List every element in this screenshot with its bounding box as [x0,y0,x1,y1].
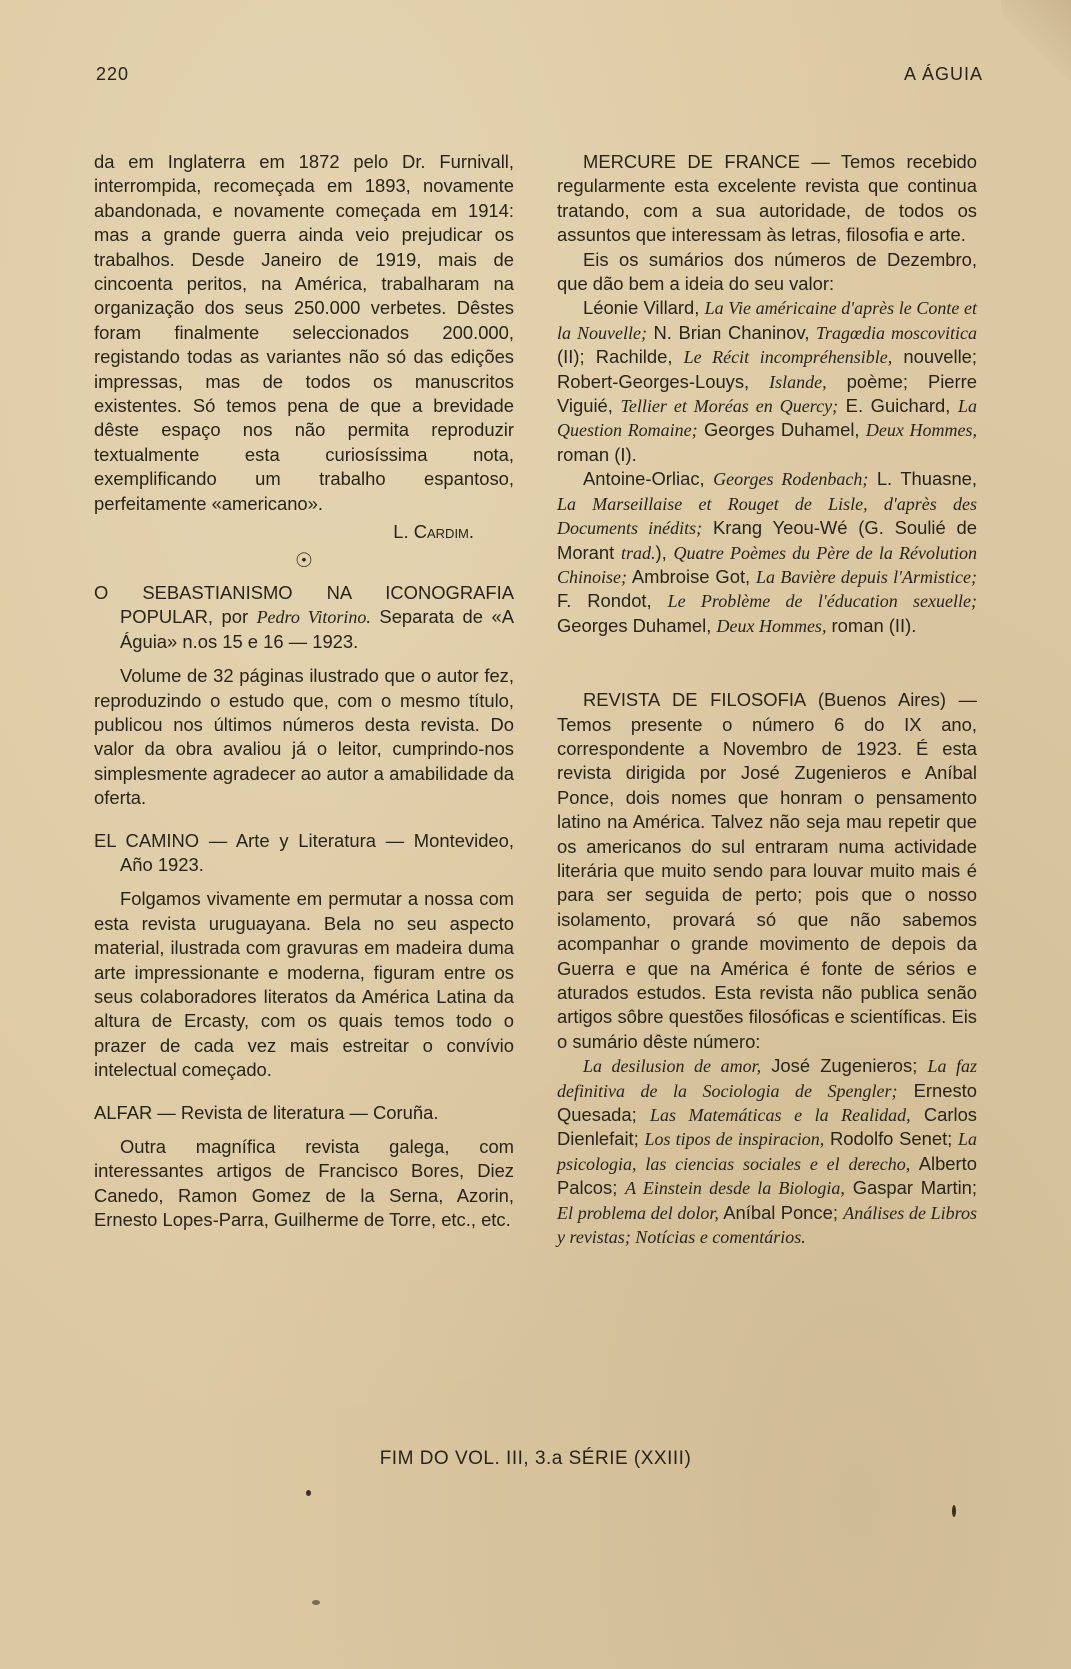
filosofia-summary-run: El problema del dolor, [557,1202,719,1223]
mercure-s2-run: L. Thuasne, [868,468,978,490]
mercure-s2-run: La Marseillaise et Rouget de Lisle, d'après des Documents inédits; [557,493,977,539]
mercure-s2-run: roman (II). [826,614,917,636]
mercure-s2-run: ), [655,541,674,563]
page-corner-fold [1001,0,1071,110]
english-dictionary-note: da em Inglaterra em 1872 pelo Dr. Furnivall, interrompida, recomeçada em 1893, novamente abandonada, e novamente começada em 1914: mas a grande guerra ainda veio prejudicar os trabalhos. Desde Janeiro de 1919, mais de cincoenta peritos, na América, trabalharam na organização dos seus 250.000 verbetes. Dêstes foram finalmente seleccionados 200.000, registando todas as variantes não só das edições impressas, mas de todos os manuscritos existentes. Só temos pena de que a brevidade dêste espaço nos não permita reproduzir textualmente esta curiosíssima nota, exemplificando um trabalho espantoso, perfeitamente «americano». [94,151,514,514]
filosofia-summary-run: La desilusion de amor, [583,1056,762,1077]
mercure-s2-run: trad. [621,542,656,563]
mercure-s1-run: Tragœdia moscovitica [816,322,977,343]
filosofia-summary-run: La faz definitiva de la Sociologia de Spengler; [557,1056,977,1101]
journal-title: A ÁGUIA [903,64,983,84]
mercure-summary-2 [557,467,977,638]
mercure-s1-run: Le Récit incompréhensible, [683,347,893,368]
mercure-s1-run: roman (I). [557,443,637,465]
filosofia-summary-run: Rodolfo Senet; [824,1128,958,1150]
mercure-s1-run: La Vie américaine d'après le Conte et la Nouvelle; [557,298,978,343]
mercure-s2-run: Quatre Poèmes du Père de la Révolution Chinoise; [557,542,977,587]
filosofia-summary-run: La psicologia, las ciencias sociales e el derecho, [557,1129,978,1174]
sebastianismo-author: Pedro Vitorino. [256,607,371,628]
volume-end-note: FIM DO VOL. III, 3.a SÉRIE (XXIII) [379,1448,692,1469]
filosofia-summary-run: Alberto Palcos; [557,1152,977,1199]
print-speck [306,1490,311,1496]
filosofia-summary-run: A Einstein desde la Biologia, [625,1178,845,1199]
mercure-s2-run: La Bavière depuis l'Armistice; [756,566,977,587]
mercure-s1-run: (II); Rachilde, [557,346,684,368]
mercure-s2-run: F. Rondot, [557,590,668,612]
review-heading-alfar: ALFAR — Revista de literatura — Coruña. [94,1101,439,1123]
mercure-s1-run: nouvelle; Robert-Georges-Louys, [557,346,977,392]
mercure-s1-run: La Question Romaine; [557,396,977,441]
review-heading-sebastianismo [94,581,514,654]
mercure-s1-run: N. Brian Chaninov, [646,321,816,343]
review-body-sebastianismo: Volume de 32 páginas ilustrado que o autor fez, reproduzindo o estudo que, com o mesmo título, publicou nos últimos números desta revista. Do valor da obra avaliou já o leitor, cumprindo-nos simplesmente agradecer ao autor a amabilidade da oferta. [94,665,514,809]
mercure-s2-run: Le Problème de l'éducation sexuelle; [667,591,977,612]
mercure-s2-run: Georges Rodenbach; [713,469,869,490]
filosofia-summary [557,1054,977,1249]
page-number: 220 [96,64,130,84]
mercure-s1-run: Georges Duhamel, [697,419,866,441]
mercure-s1-run: Islande, [769,371,827,392]
mercure-s2-run: Georges Duhamel, [557,614,717,636]
mercure-s1-run: Léonie Villard, [583,297,705,319]
mercure-s1-run: E. Guichard, [838,395,958,417]
mercure-s1-run: poème; Pierre Viguié, [557,370,978,417]
mercure-s1-run: Tellier et Moréas en Quercy; [620,396,839,417]
review-body-el-camino: Folgamos vivamente em permutar a nossa com esta revista uruguayana. Bela no seu aspecto material, ilustrada com gravuras em madeira duma arte impressionante e moderna, figuram entre os seus colaboradores literatos da América Latina da altura de Ercasty, com os quais temos todo o prazer de cada vez mais estreitar o convívio intelectual começado. [94,888,514,1081]
mercure-s2-run: Deux Hommes, [716,615,827,636]
filosofia-summary-run: Aníbal Ponce; [718,1201,844,1223]
print-speck [312,1600,320,1605]
right-column [557,150,977,1249]
filosofia-summary-run: Análises de Libros y revistas; Notícias e comentários. [557,1202,978,1248]
print-speck [952,1505,956,1517]
filosofia-summary-run: Carlos Dienlefait; [557,1104,977,1150]
mercure-s2-run: Ambroise Got, [627,565,757,587]
filosofia-summary-run: Ernesto Quesada; [557,1079,977,1126]
filosofia-summary-run: Los tipos de inspiracion, [644,1129,825,1150]
mercure-s2-run: Krang Yeou-Wé (G. Soulié de Morant [557,517,977,563]
review-heading-el-camino: EL CAMINO — Arte y Literatura — Montevideo, Año 1923. [94,829,514,875]
section-separator-ornament: ☉ [295,549,313,572]
filosofia-summary-run: Gaspar Martin; [844,1177,977,1199]
filosofia-summary-run: Las Matemáticas e la Realidad, [649,1105,911,1126]
review-body-alfar: Outra magnífica revista galega, com interessantes artigos de Francisco Bores, Diez Canedo, Ramon Gomez de la Serna, Azorin, Ernesto Lopes-Parra, Guilherme de Torre, etc., etc. [94,1136,514,1231]
left-column [94,150,514,1233]
signature: L. Cardim. [393,521,474,543]
sebastianismo-heading-tail: Separata de «A Águia» n.os 15 e 16 — 1923. [120,606,514,652]
mercure-summary-1 [557,296,977,467]
running-head [96,64,983,85]
mercure-s1-run: Deux Hommes, [865,420,977,441]
review-heading-mercure: MERCURE DE FRANCE — Temos recebido regularmente esta excelente revista que continua tratando, com a sua autoridade, de todos os assuntos que interessam às letras, filosofia e arte. [557,151,977,246]
mercure-intro: Eis os sumários dos números de Dezembro, que dão bem a ideia do seu valor: [557,248,977,295]
sebastianismo-heading-text: O SEBASTIANISMO NA ICONOGRAFIA POPULAR, por [94,581,514,628]
mercure-s2-run: Antoine-Orliac, [583,468,714,490]
review-heading-revista-filosofia: REVISTA DE FILOSOFIA (Buenos Aires) — Temos presente o número 6 do IX ano, correspondente a Novembro de 1923. É esta revista dirigida por José Zugenieros e Aníbal Ponce, dois nomes que honram o pensamento latino na América. Talvez não seja mau repetir que os americanos do sul entraram numa actividade literária que muito sendo para louvar muito mais é para ser seguida de perto; pois que o nosso isolamento, provará só que não sabemos acompanhar o grande movimento de depois da Guerra e que na América é fonte de sérios e aturados estudos. Esta revista não publica senão artigos sôbre questões filosóficas e scientíficas. Eis o sumário dêste número: [557,689,977,1052]
filosofia-summary-run: José Zugenieros; [761,1055,928,1077]
